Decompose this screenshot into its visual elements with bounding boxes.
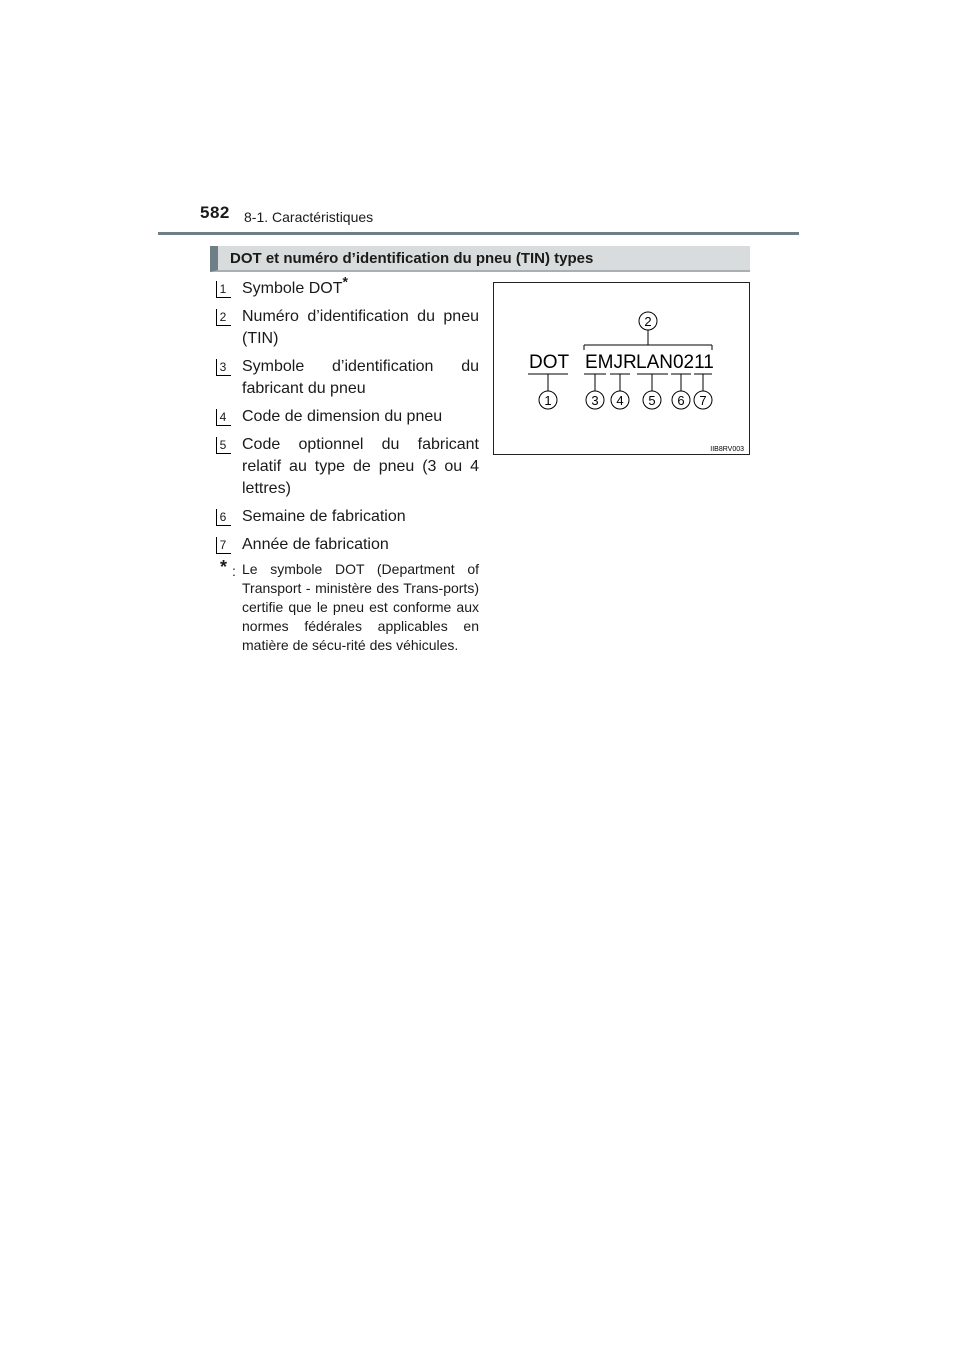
callout-3: 3 (591, 393, 599, 408)
section-heading (210, 246, 750, 272)
item-text: Numéro d’identification du pneu (TIN) (242, 308, 479, 347)
item-text: Semaine de fabrication (242, 508, 406, 525)
word-dot: DOT (529, 352, 570, 373)
callout-7: 7 (699, 393, 707, 408)
tin-diagram-svg (494, 283, 751, 456)
word-emjr: EMJR (585, 352, 637, 373)
footnote-asterisk: * (220, 557, 228, 577)
item-text: Symbole DOT* (242, 273, 348, 297)
item-text: Code de dimension du pneu (242, 408, 443, 425)
item-text: Code optionnel du fabricant relatif au type de pneu (3 ou 4 lettres) (242, 436, 479, 497)
header-rule (158, 232, 799, 235)
item-number: 4 (216, 409, 230, 425)
section-label: 8-1. Caractéristiques (244, 209, 374, 225)
item-text: Symbole d’identification du fabricant du pneu (242, 358, 479, 397)
list-item (216, 534, 479, 556)
asterisk-mark: * (342, 273, 348, 290)
item-number: 7 (216, 537, 230, 553)
item-number: 3 (216, 359, 230, 375)
list-item (216, 434, 479, 500)
item-text: Année de fabrication (242, 536, 389, 553)
list-item (216, 406, 479, 428)
list-item (216, 306, 479, 350)
item-list (216, 273, 479, 562)
tin-diagram (493, 282, 750, 455)
item-number: 1 (216, 281, 230, 297)
footnote-text: Le symbole DOT (Department of Transport - ministère des Trans-ports) certifie que le pneu est conforme aux normes fédérales applicables en matière de sécu-rité des véhicules. (242, 561, 479, 653)
item-number: 2 (216, 309, 230, 325)
section-heading-text: DOT et numéro d’identification du pneu (TIN) types (230, 250, 594, 267)
callout-1: 1 (544, 393, 552, 408)
list-item (216, 506, 479, 528)
footnote (220, 557, 479, 655)
item-number: 6 (216, 509, 230, 525)
callout-5: 5 (648, 393, 656, 408)
item-number: 5 (216, 437, 230, 453)
page-number: 582 (200, 203, 230, 222)
word-lan0211: LAN0211 (636, 352, 714, 373)
list-item (216, 273, 479, 300)
footnote-colon: : (232, 563, 236, 579)
callout-2: 2 (644, 314, 652, 329)
image-code: IIB8RV003 (710, 446, 744, 453)
callout-6: 6 (677, 393, 685, 408)
callout-4: 4 (616, 393, 624, 408)
list-item (216, 356, 479, 400)
